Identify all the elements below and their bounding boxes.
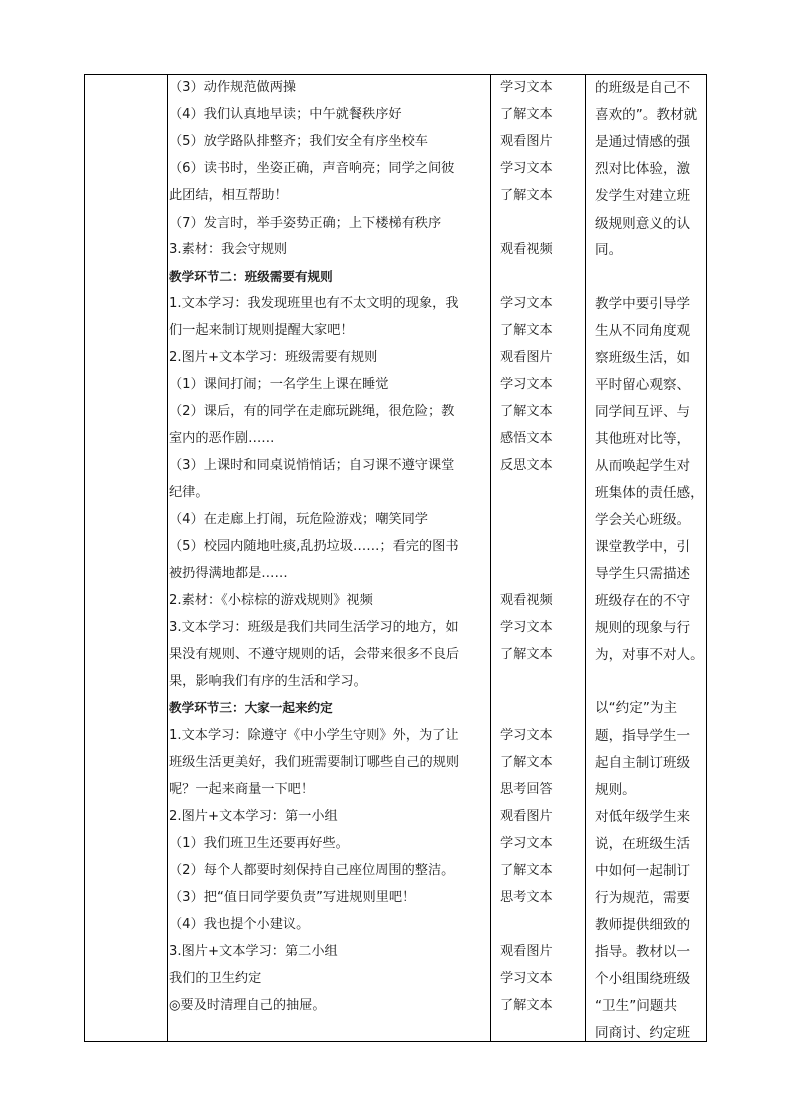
method-line: 学习文本 bbox=[500, 836, 553, 851]
method-line: 学习文本 bbox=[500, 377, 553, 392]
note-line: 课堂教学中，引 bbox=[595, 539, 691, 555]
content-line: 2.图片+文本学习：第一小组 bbox=[169, 809, 338, 824]
method-line: 了解文本 bbox=[500, 323, 553, 338]
content-line: （4）在走廊上打闹，玩危险游戏；嘲笑同学 bbox=[169, 512, 428, 527]
content-line: 1.文本学习：我发现班里也有不太文明的现象，我 bbox=[169, 296, 459, 311]
note-line: 是通过情感的强 bbox=[595, 134, 691, 150]
method-line: 感悟文本 bbox=[500, 431, 553, 446]
method-line: 学习文本 bbox=[500, 80, 553, 95]
content-line: 2.素材：《小棕棕的游戏规则》视频 bbox=[169, 593, 373, 608]
note-line: 生从不同角度观 bbox=[595, 323, 691, 339]
content-line: （5）放学路队排整齐；我们安全有序坐校车 bbox=[169, 134, 428, 149]
note-line: 教师提供细致的 bbox=[595, 917, 691, 933]
method-line: 观看图片 bbox=[500, 134, 553, 149]
content-line: （2）课后，有的同学在走廊玩跳绳，很危险；教 bbox=[169, 404, 455, 419]
content-line: 我们的卫生约定 bbox=[169, 971, 262, 986]
content-line: 果没有规则、不遵守规则的话，会带来很多不良后 bbox=[169, 647, 460, 662]
method-line: 学习文本 bbox=[500, 161, 553, 176]
content-line: 3.文本学习：班级是我们共同生活学习的地方，如 bbox=[169, 620, 459, 635]
column-divider bbox=[585, 75, 586, 1041]
method-line: 思考回答 bbox=[500, 782, 553, 797]
method-line: 观看视频 bbox=[500, 593, 553, 608]
content-line: 教学环节三：大家一起来约定 bbox=[169, 700, 333, 715]
note-line: 学会关心班级。 bbox=[595, 512, 691, 528]
note-line: “卫生”问题共 bbox=[595, 998, 678, 1014]
content-line: 纪律。 bbox=[169, 485, 209, 500]
note-line: 烈对比体验，激 bbox=[595, 161, 691, 177]
note-line: 发学生对建立班 bbox=[595, 188, 691, 204]
method-line: 学习文本 bbox=[500, 728, 553, 743]
note-line: 以“约定”为主 bbox=[595, 700, 678, 716]
note-line: 规则的现象与行 bbox=[595, 620, 691, 636]
method-line: 学习文本 bbox=[500, 971, 553, 986]
note-line: 规则。 bbox=[595, 782, 636, 798]
content-line: 此团结，相互帮助！ bbox=[169, 188, 288, 203]
note-line: 行为规范，需要 bbox=[595, 890, 691, 906]
content-line: 果，影响我们有序的生活和学习。 bbox=[169, 674, 367, 689]
method-line: 思考文本 bbox=[500, 890, 553, 905]
content-line: （3）上课时和同桌说悄悄话；自习课不遵守课堂 bbox=[169, 458, 455, 473]
content-line: 教学环节二：班级需要有规则 bbox=[169, 269, 333, 284]
note-line: 同学间互评、与 bbox=[595, 404, 691, 420]
note-line: 的班级是自己不 bbox=[595, 80, 691, 96]
column-divider bbox=[490, 75, 491, 1041]
content-line: （3）动作规范做两操 bbox=[169, 80, 297, 95]
method-line: 观看图片 bbox=[500, 944, 553, 959]
content-line: 3.素材：我会守规则 bbox=[169, 242, 288, 257]
note-line: 中如何一起制订 bbox=[595, 863, 691, 879]
column-divider bbox=[167, 75, 168, 1041]
note-line: 察班级生活，如 bbox=[595, 350, 691, 366]
method-line: 了解文本 bbox=[500, 863, 553, 878]
content-line: （3）把“值日同学要负责”写进规则里吧！ bbox=[169, 890, 416, 905]
method-line: 反思文本 bbox=[500, 458, 553, 473]
note-line: 为，对事不对人。 bbox=[595, 647, 704, 663]
note-line: 喜欢的”。教材就 bbox=[595, 107, 698, 123]
note-line: 同。 bbox=[595, 242, 623, 258]
method-line: 了解文本 bbox=[500, 755, 553, 770]
content-line: （4）我们认真地早读；中午就餐秩序好 bbox=[169, 107, 402, 122]
content-line: （2）每个人都要时刻保持自己座位周围的整洁。 bbox=[169, 863, 455, 878]
note-line: 教学中要引导学 bbox=[595, 296, 691, 312]
note-line: 同商讨、约定班 bbox=[595, 1025, 691, 1041]
content-line: （1）我们班卫生还要再好些。 bbox=[169, 836, 349, 851]
method-line: 了解文本 bbox=[500, 107, 553, 122]
note-line: 导学生只需描述 bbox=[595, 566, 691, 582]
note-line: 级规则意义的认 bbox=[595, 216, 691, 232]
content-line: ◎要及时清理自己的抽屉。 bbox=[169, 998, 326, 1013]
content-line: 3.图片+文本学习：第二小组 bbox=[169, 944, 338, 959]
note-line: 个小组围绕班级 bbox=[595, 971, 691, 987]
note-line: 从而唤起学生对 bbox=[595, 458, 691, 474]
content-line: （5）校园内随地吐痰,乱扔垃圾……；看完的图书 bbox=[169, 539, 459, 554]
note-line: 题，指导学生一 bbox=[595, 728, 691, 744]
method-line: 学习文本 bbox=[500, 296, 553, 311]
note-line: 对低年级学生来 bbox=[595, 809, 691, 825]
method-line: 观看图片 bbox=[500, 809, 553, 824]
lesson-plan-table bbox=[84, 74, 707, 1042]
content-line: 们一起来制订规则提醒大家吧！ bbox=[169, 323, 354, 338]
content-line: （1）课间打闹；一名学生上课在睡觉 bbox=[169, 377, 389, 392]
content-line: 呢？一起来商量一下吧！ bbox=[169, 782, 315, 797]
method-line: 了解文本 bbox=[500, 404, 553, 419]
content-line: （6）读书时，坐姿正确，声音响亮；同学之间彼 bbox=[169, 161, 455, 176]
method-line: 学习文本 bbox=[500, 620, 553, 635]
note-line: 班级存在的不守 bbox=[595, 593, 691, 609]
note-line: 起自主制订班级 bbox=[595, 755, 691, 771]
content-line: （4）我也提个小建议。 bbox=[169, 917, 310, 932]
content-line: 班级生活更美好，我们班需要制订哪些自己的规则 bbox=[169, 755, 460, 770]
note-line: 指导。教材以一 bbox=[595, 944, 691, 960]
method-line: 观看图片 bbox=[500, 350, 553, 365]
content-line: 室内的恶作剧…… bbox=[169, 431, 275, 446]
method-line: 了解文本 bbox=[500, 998, 553, 1013]
method-line: 观看视频 bbox=[500, 242, 553, 257]
method-line: 了解文本 bbox=[500, 647, 553, 662]
content-line: （7）发言时，举手姿势正确；上下楼梯有秩序 bbox=[169, 216, 442, 231]
content-line: 被扔得满地都是…… bbox=[169, 566, 288, 581]
note-line: 其他班对比等， bbox=[595, 431, 691, 447]
note-line: 说，在班级生活 bbox=[595, 836, 691, 852]
note-line: 班集体的责任感， bbox=[595, 485, 704, 501]
note-line: 平时留心观察、 bbox=[595, 377, 691, 393]
content-line: 2.图片+文本学习：班级需要有规则 bbox=[169, 350, 378, 365]
content-line: 1.文本学习：除遵守《中小学生守则》外，为了让 bbox=[169, 728, 459, 743]
method-line: 了解文本 bbox=[500, 188, 553, 203]
